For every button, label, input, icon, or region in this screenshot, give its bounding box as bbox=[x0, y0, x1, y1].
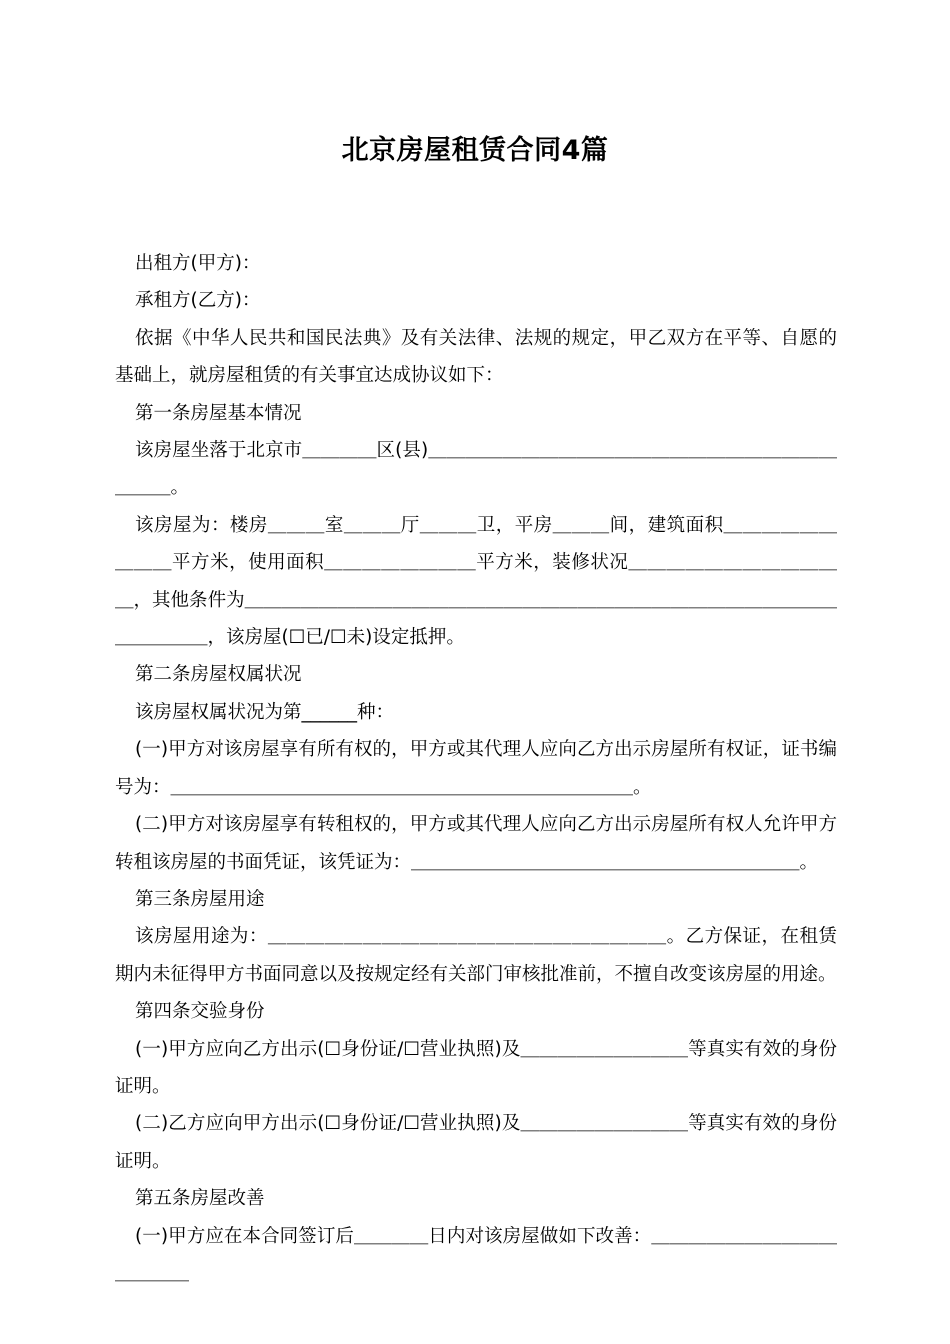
paragraph-lessor: 出租方(甲方)： bbox=[135, 253, 261, 274]
paragraph-usage: 该房屋用途为：＿＿＿＿＿＿＿＿＿＿＿＿＿＿＿＿＿＿＿＿＿。乙方保证，在租赁期内未征得甲方书面同意以及按规定经有关部门审核批准前，不擅自改变该房屋的用途。 bbox=[115, 926, 837, 985]
paragraph-preamble: 依据《中华人民共和国民法典》及有关法律、法规的规定，甲乙双方在平等、自愿的基础上，就房屋租赁的有关事宜达成协议如下： bbox=[115, 327, 837, 387]
paragraph-ownership-type: 该房屋权属状况为第______种： bbox=[135, 701, 395, 723]
paragraph-location: 该房屋坐落于北京市＿＿＿＿区(县)＿＿＿＿＿＿＿＿＿＿＿＿＿＿＿＿＿＿＿＿＿＿＿＿＿。 bbox=[115, 440, 837, 499]
paragraph-improvement-1: (一)甲方应在本合同签订后＿＿＿＿日内对该房屋做如下改善：＿＿＿＿＿＿＿＿＿＿＿＿＿＿ bbox=[115, 1225, 837, 1284]
paragraph-identity-1: (一)甲方应向乙方出示(☐身份证/☐营业执照)及＿＿＿＿＿＿＿＿＿等真实有效的身份证明。 bbox=[115, 1038, 837, 1097]
article-1-heading: 第一条房屋基本情况 bbox=[135, 402, 302, 424]
paragraph-identity-2: (二)乙方应向甲方出示(☐身份证/☐营业执照)及＿＿＿＿＿＿＿＿＿等真实有效的身份证明。 bbox=[115, 1113, 837, 1172]
paragraph-ownership-1: (一)甲方对该房屋享有所有权的，甲方或其代理人应向乙方出示房屋所有权证，证书编号为：＿＿＿＿＿＿＿＿＿＿＿＿＿＿＿＿＿＿＿＿＿＿＿＿＿。 bbox=[115, 739, 837, 798]
paragraph-house-details: 该房屋为：楼房＿＿＿室＿＿＿厅＿＿＿卫，平房＿＿＿间，建筑面积＿＿＿＿＿＿＿＿＿平方米，使用面积＿＿＿＿＿＿＿＿平方米，装修状况＿＿＿＿＿＿＿＿＿＿＿＿，其他条件为＿＿＿＿＿＿＿＿＿＿＿＿＿＿＿＿＿＿＿＿＿＿＿＿＿＿＿＿＿＿＿＿＿＿＿＿＿，该房屋(☐已/☐未)设定抵押。 bbox=[115, 514, 837, 649]
paragraph-ownership-2: (二)甲方对该房屋享有转租权的，甲方或其代理人应向乙方出示房屋所有权人允许甲方转租该房屋的书面凭证，该凭证为：＿＿＿＿＿＿＿＿＿＿＿＿＿＿＿＿＿＿＿＿＿。 bbox=[115, 814, 837, 873]
paragraph-lessee: 承租方(乙方)： bbox=[135, 290, 261, 312]
article-3-heading: 第三条房屋用途 bbox=[135, 888, 265, 910]
document-title: 北京房屋租赁合同4篇 bbox=[341, 135, 609, 166]
article-2-heading: 第二条房屋权属状况 bbox=[135, 664, 302, 686]
article-4-heading: 第四条交验身份 bbox=[135, 1001, 265, 1023]
document-body bbox=[115, 245, 837, 1292]
article-5-heading: 第五条房屋改善 bbox=[135, 1188, 265, 1210]
